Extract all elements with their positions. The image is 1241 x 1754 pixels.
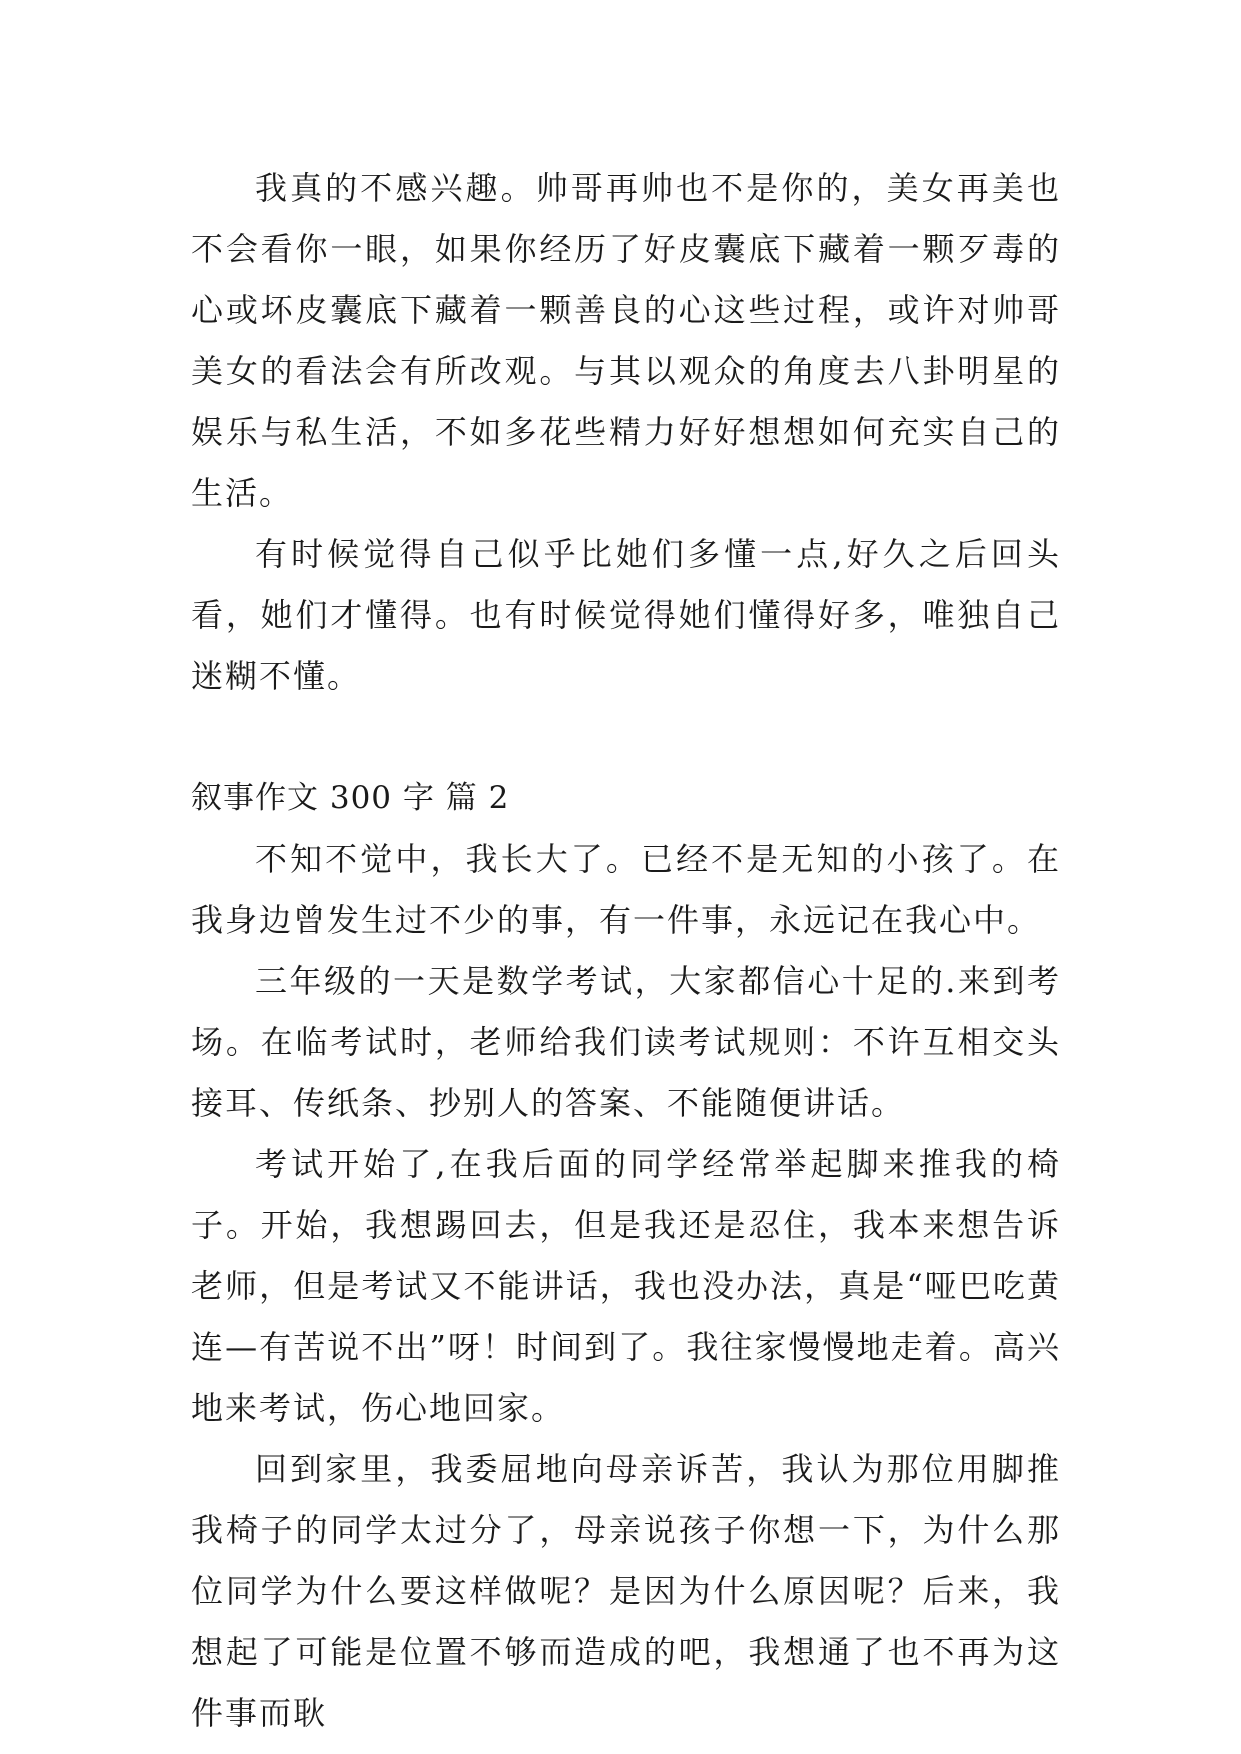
document-page [191,158,1061,1744]
paragraph: 我真的不感兴趣。帅哥再帅也不是你的，美女再美也不会看你一眼，如果你经历了好皮囊底下藏着一颗歹毒的心或坏皮囊底下藏着一颗善良的心这些过程，或许对帅哥美女的看法会有所改观。与其以观众的角度去八卦明星的娱乐与私生活，不如多花些精力好好想想如何充实自己的生活。 [191,169,1061,512]
paragraph: 考试开始了,在我后面的同学经常举起脚来推我的椅子。开始，我想踢回去，但是我还是忍住，我本来想告诉老师，但是考试又不能讲话，我也没办法，真是“哑巴吃黄连—有苦说不出”呀！时间到了。我往家慢慢地走着。高兴地来考试，伤心地回家。 [191,1145,1061,1427]
paragraph: 不知不觉中，我长大了。已经不是无知的小孩了。在我身边曾发生过不少的事，有一件事，永远记在我心中。 [191,840,1061,939]
paragraph: 三年级的一天是数学考试，大家都信心十足的.来到考场。在临考试时，老师给我们读考试规则：不许互相交头接耳、传纸条、抄别人的答案、不能随便讲话。 [191,962,1061,1122]
section-heading: 叙事作文 300 字 篇 2 [191,780,510,816]
paragraph: 回到家里，我委屈地向母亲诉苦，我认为那位用脚推我椅子的同学太过分了，母亲说孩子你想一下，为什么那位同学为什么要这样做呢？是因为什么原因呢？后来，我想起了可能是位置不够而造成的吧，我想通了也不再为这件事而耿 [191,1450,1061,1732]
paragraph: 有时候觉得自己似乎比她们多懂一点,好久之后回头看，她们才懂得。也有时候觉得她们懂得好多，唯独自己迷糊不懂。 [191,535,1061,695]
